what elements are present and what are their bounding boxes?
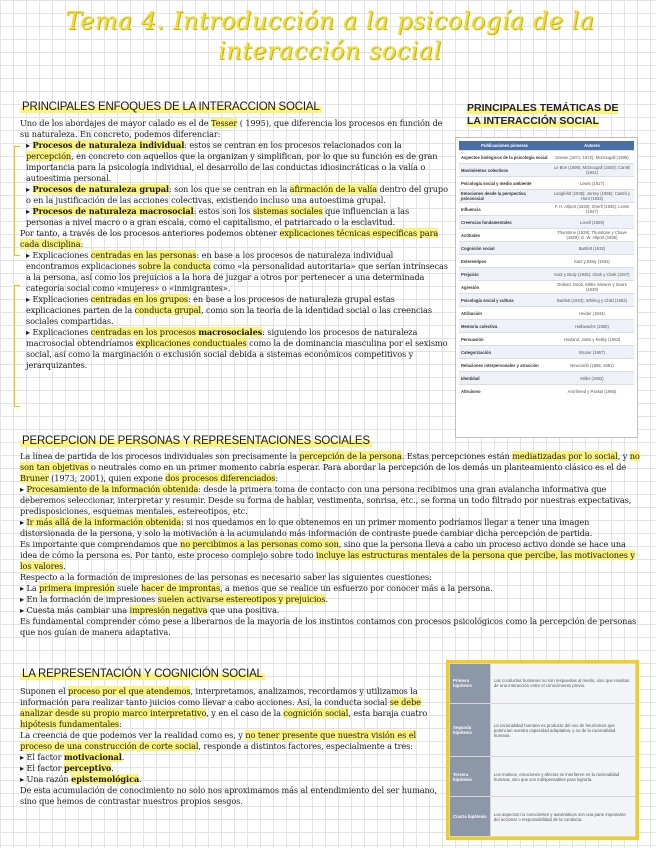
table-row	[459, 242, 634, 255]
table-row	[459, 346, 634, 359]
table-cell-authors: Katz y Braly (1935); Clark y Clark (1947)	[550, 268, 634, 281]
table-row	[459, 307, 634, 320]
table-cell-authors: Halbwachs (1950)	[550, 320, 634, 333]
table-row	[459, 164, 634, 177]
paragraph: Respecto a la formación de impresiones de las personas es necesario saber las siguientes cuestiones:	[20, 572, 432, 582]
section-heading-percepcion: PERCEPCION DE PERSONAS Y REPRESENTACIONES SOCIALES	[22, 435, 370, 447]
side-table-title: PRINCIPALES TEMÁTICAS DE LA INTERACCIÓN SOCIAL	[467, 102, 619, 127]
paragraph: Por tanto, a través de los procesos anteriores podemos obtener explicaciones técnicas específicas para cada disciplina:	[20, 228, 439, 249]
paragraph: Es importante que comprendamos que no percibimos a las personas como son, sino que la persona lleva a cabo un proceso activo donde se hace una idea de cómo la persona es. Por tanto, este proceso complejo sobre todo incluye las estructuras mentales de la persona que percibe, las motivaciones y los valores.	[20, 539, 635, 571]
table-cell-authors: Heider (1944)	[550, 307, 634, 320]
paragraph: La creencia de que podemos ver la realidad como es, y no tener presente que nuestra visión es el proceso de una construcción de corte social, responde a distintos factores, especialmente a tres:	[20, 730, 416, 751]
table-row	[459, 359, 634, 372]
table-cell-authors: Bruner (1957)	[550, 346, 634, 359]
table-cell-authors: F. H. Allport (1920); Sherif (1936); Lewin (1947)	[550, 203, 634, 216]
table-cell-topic: Relaciones interpersonales y atracción	[459, 359, 550, 372]
list-item: ▸ En la formación de impresiones suelen activarse estereotipos y prejuicios.	[20, 594, 328, 604]
hipotesis-label: Primera hipótesis	[450, 664, 491, 704]
table-cell-authors: Thurstone (1928); Thurstone y Chave (1929); G. W. Allport (1935)	[550, 229, 634, 242]
table-row	[459, 281, 634, 294]
table-cell-authors: Aronfreed y Paskal (1965)	[550, 385, 634, 398]
table-cell-topic: Psicología social y cultura	[459, 294, 550, 307]
table-header: Autores	[550, 141, 634, 151]
table-cell-authors: Lewin (1917)	[550, 177, 634, 190]
tematicas-table	[455, 137, 638, 438]
list-item: ▸ Procesos de naturaleza macrosocial: estos son los sistemas sociales que influencian a las personas a nivel macro o a gran escala, como el capitalismo, el patriarcado o la esclavitud.	[26, 206, 410, 227]
section-percepcion-body	[20, 451, 640, 638]
paragraph: La línea de partida de los procesos individuales son precisamente la percepción de la persona. Estas percepciones están mediatizadas por lo social, y no son tan objetivas o neutrales como en un primer momento cabría esperar. Para abordar la percepción de los demás un planteamiento clásico es el de Bruner (1973; 2001), quien expone dos procesos diferenciados:	[20, 451, 640, 483]
table-cell-topic: Creencias fundamentales	[459, 216, 550, 229]
table-row	[450, 664, 636, 704]
table-row	[459, 333, 634, 346]
bracket-decoration	[14, 146, 20, 256]
hipotesis-label: Segunda hipótesis	[450, 703, 491, 756]
table-cell-topic: Emociones desde la perspectiva psicosocial	[459, 190, 550, 203]
hipotesis-table	[446, 660, 639, 840]
list-item: ▸ Una razón epistemológica.	[20, 774, 142, 784]
hipotesis-label: Tercera hipótesis	[450, 757, 491, 797]
table-row	[450, 757, 636, 797]
table-cell-topic: Prejuicio	[459, 268, 550, 281]
table-row	[459, 294, 634, 307]
table-row	[459, 203, 634, 216]
list-item: ▸ Procesos de naturaleza individual: estos se centran en los procesos relacionados con la percepción, en concreto con aquellos que la organizan y simplifican, por lo que su función es de gran importancia para la psicología individual, el desarrollo de las conductas idiosincráticas o la valía o autoestima personal.	[26, 140, 438, 183]
list-item: ▸ Procesos de naturaleza grupal: son los que se centran en la afirmación de la valía dentro del grupo o en la justificación de las acciones colectivas, existiendo incluso una autoestima grupal.	[26, 184, 448, 205]
table-cell-topic: Aspectos biológicos de la psicología social	[459, 151, 550, 164]
table-cell-topic: Actitudes	[459, 229, 550, 242]
hipotesis-text: Los motivos, emociones y afectos se interfieren en la racionalidad humana, sino que son indispensables para lograrla.	[490, 757, 635, 797]
table-row	[459, 190, 634, 203]
table-cell-authors: Dollard, Doob, Miller, Mowrer y Sears (1939)	[550, 281, 634, 294]
table-cell-authors: Langfeldt (1938); Jersey (1935); Cantril y Hunt (1932)	[550, 190, 634, 203]
table-cell-topic: Altruismo	[459, 385, 550, 398]
table-row	[459, 372, 634, 385]
list-item: ▸ Explicaciones centradas en los grupos: en base a los procesos de naturaleza grupal estas explicaciones parten de la conducta grupal, como son la teoría de la identidad social o las creencias sociales compartidas.	[26, 294, 432, 326]
table-row	[459, 177, 634, 190]
table-row	[459, 151, 634, 164]
table-row	[459, 268, 634, 281]
table-row	[459, 255, 634, 268]
table-cell-topic: Categorización	[459, 346, 550, 359]
hipotesis-text: Las conductas humanas no son respuestas al medio, sino que resultan de una interacción entre el conocimiento previo.	[490, 664, 635, 704]
table-cell-authors: Bartlett (1923); Whiting y Child (1953)	[550, 294, 634, 307]
table-cell-topic: Cognición social	[459, 242, 550, 255]
hipotesis-text: La racionalidad humana es producto del uso de heurísticos que potencian nuestra capacidad adaptativa, y no de la racionalidad humana.	[490, 703, 635, 756]
table-cell-topic: Influencia	[459, 203, 550, 216]
section-representacion-body	[20, 686, 440, 807]
list-item: ▸ Explicaciones centradas en las personas: en base a los procesos de naturaleza individual encontramos explicaciones sobre la conducta como «la personalidad autoritaria» que serían intrínsecas a la persona, así como los prejuicios a la hora de juzgar a otros por pertenecer a una determinada categoría social como «mujeres» o «inmigrantes».	[26, 250, 448, 293]
table-cell-authors: Miller (1963)	[550, 372, 634, 385]
table-cell-authors: Darwin (1871; 1872); McDougall (1908)	[550, 151, 634, 164]
paragraph: Suponen el proceso por el que atendemos, interpretamos, analizamos, recordamos y utilizamos la información para realizar tanto juicios como llevar a cabo acciones. Así, la conducta social se debe analizar desde su propio marco interpretativo, y en el caso de la cognición social, esta baraja cuatro hipótesis fundamentales:	[20, 686, 428, 729]
table-row	[459, 320, 634, 333]
table-cell-topic: Atribución	[459, 307, 550, 320]
paragraph: Es fundamental comprender cómo pese a liberarnos de la mayoría de los instintos contamos con procesos psicológicos como la percepción de personas que nos guían de manera adaptativa.	[20, 616, 637, 637]
list-item: ▸ El factor perceptivo.	[20, 763, 114, 773]
list-item: ▸ Ir más allá de la información obtenida: si nos quedamos en lo que obtenemos en un primer momento podríamos llegar a tener una imagen distorsionada de la persona, y solo la motivación a la acumulando más información de contraste puede cambiar dicha percepción de partida.	[20, 517, 593, 538]
table-cell-authors: Le Bon (1895); McDougall (1920); Cantril (1941)	[550, 164, 634, 177]
paragraph: Uno de los abordajes de mayor calado es el de Tesser ( 1995), que diferencia los procesos en función de su naturaleza. En concreto, podemos diferenciar:	[20, 118, 443, 139]
table-cell-topic: Psicología social y medio ambiente	[459, 177, 550, 190]
table-cell-authors: Hovland, Janis y Kelley (1953)	[550, 333, 634, 346]
table-cell-authors: Bartlett (1932)	[550, 242, 634, 255]
table-cell-topic: Memoria colectiva	[459, 320, 550, 333]
list-item: ▸ El factor motivacional.	[20, 752, 125, 762]
bracket-decoration	[14, 285, 20, 407]
table-row	[459, 385, 634, 398]
list-item: ▸ Explicaciones centradas en los procesos macrosociales: siguiendo los procesos de naturaleza macrosocial obtendríamos explicaciones conductuales como la de dominancia masculina por el sexismo social, así como la marginación o exclusión social debida a sistemas económicos competitivos y jerarquizantes.	[26, 327, 448, 370]
table-header: Publicaciones pioneras	[459, 141, 550, 151]
table-row	[450, 797, 636, 837]
section-heading-enfoques: PRINCIPALES ENFOQUES DE LA INTERACCION SOCIAL	[22, 101, 320, 113]
table-cell-authors: Katz y Braly (1933)	[550, 255, 634, 268]
table-cell-topic: Identidad	[459, 372, 550, 385]
section-enfoques-body	[20, 118, 448, 371]
table-row	[459, 216, 634, 229]
table-row	[459, 229, 634, 242]
table-row	[450, 703, 636, 756]
list-item: ▸ Cuesta más cambiar una impresión negativa que una positiva.	[20, 605, 280, 615]
table-cell-topic: Estereotipos	[459, 255, 550, 268]
hipotesis-text: Los aspectos no conscientes y automáticos son una parte importante del accionar o responsabilidad de la conducta.	[490, 797, 635, 837]
table-cell-authors: Newcomb (1956; 1961)	[550, 359, 634, 372]
table-cell-topic: Agresión	[459, 281, 550, 294]
table-cell-authors: Lovell (1929)	[550, 216, 634, 229]
table-cell-topic: Persuasión	[459, 333, 550, 346]
list-item: ▸ Procesamiento de la información obtenida: desde la primera toma de contacto con una persona recibimos una gran avalancha informativa que deberemos seleccionar, interpretar y resumir. Desde su forma de hablar, vestimenta, sonrisa, etc., se forma un todo filtrado por nuestras expectativas, predisposiciones, esquemas mentales, estereotipos, etc.	[20, 484, 632, 516]
table-cell-topic: Movimientos colectivos	[459, 164, 550, 177]
section-heading-representacion: LA REPRESENTACIÓN Y COGNICIÓN SOCIAL	[22, 668, 263, 680]
paragraph: De esta acumulación de conocimiento no solo nos aproximamos más al entendimiento del ser humano, sino que hemos de contrastar nuestros propios sesgos.	[20, 785, 438, 806]
list-item: ▸ La primera impresión suele hacer de improntas, a menos que se realice un esfuerzo por conocer más a la persona.	[20, 583, 493, 593]
page-title: Tema 4. Introducción a la psicología de la interacción social	[65, 7, 595, 65]
hipotesis-label: Cuarta hipótesis	[450, 797, 491, 837]
